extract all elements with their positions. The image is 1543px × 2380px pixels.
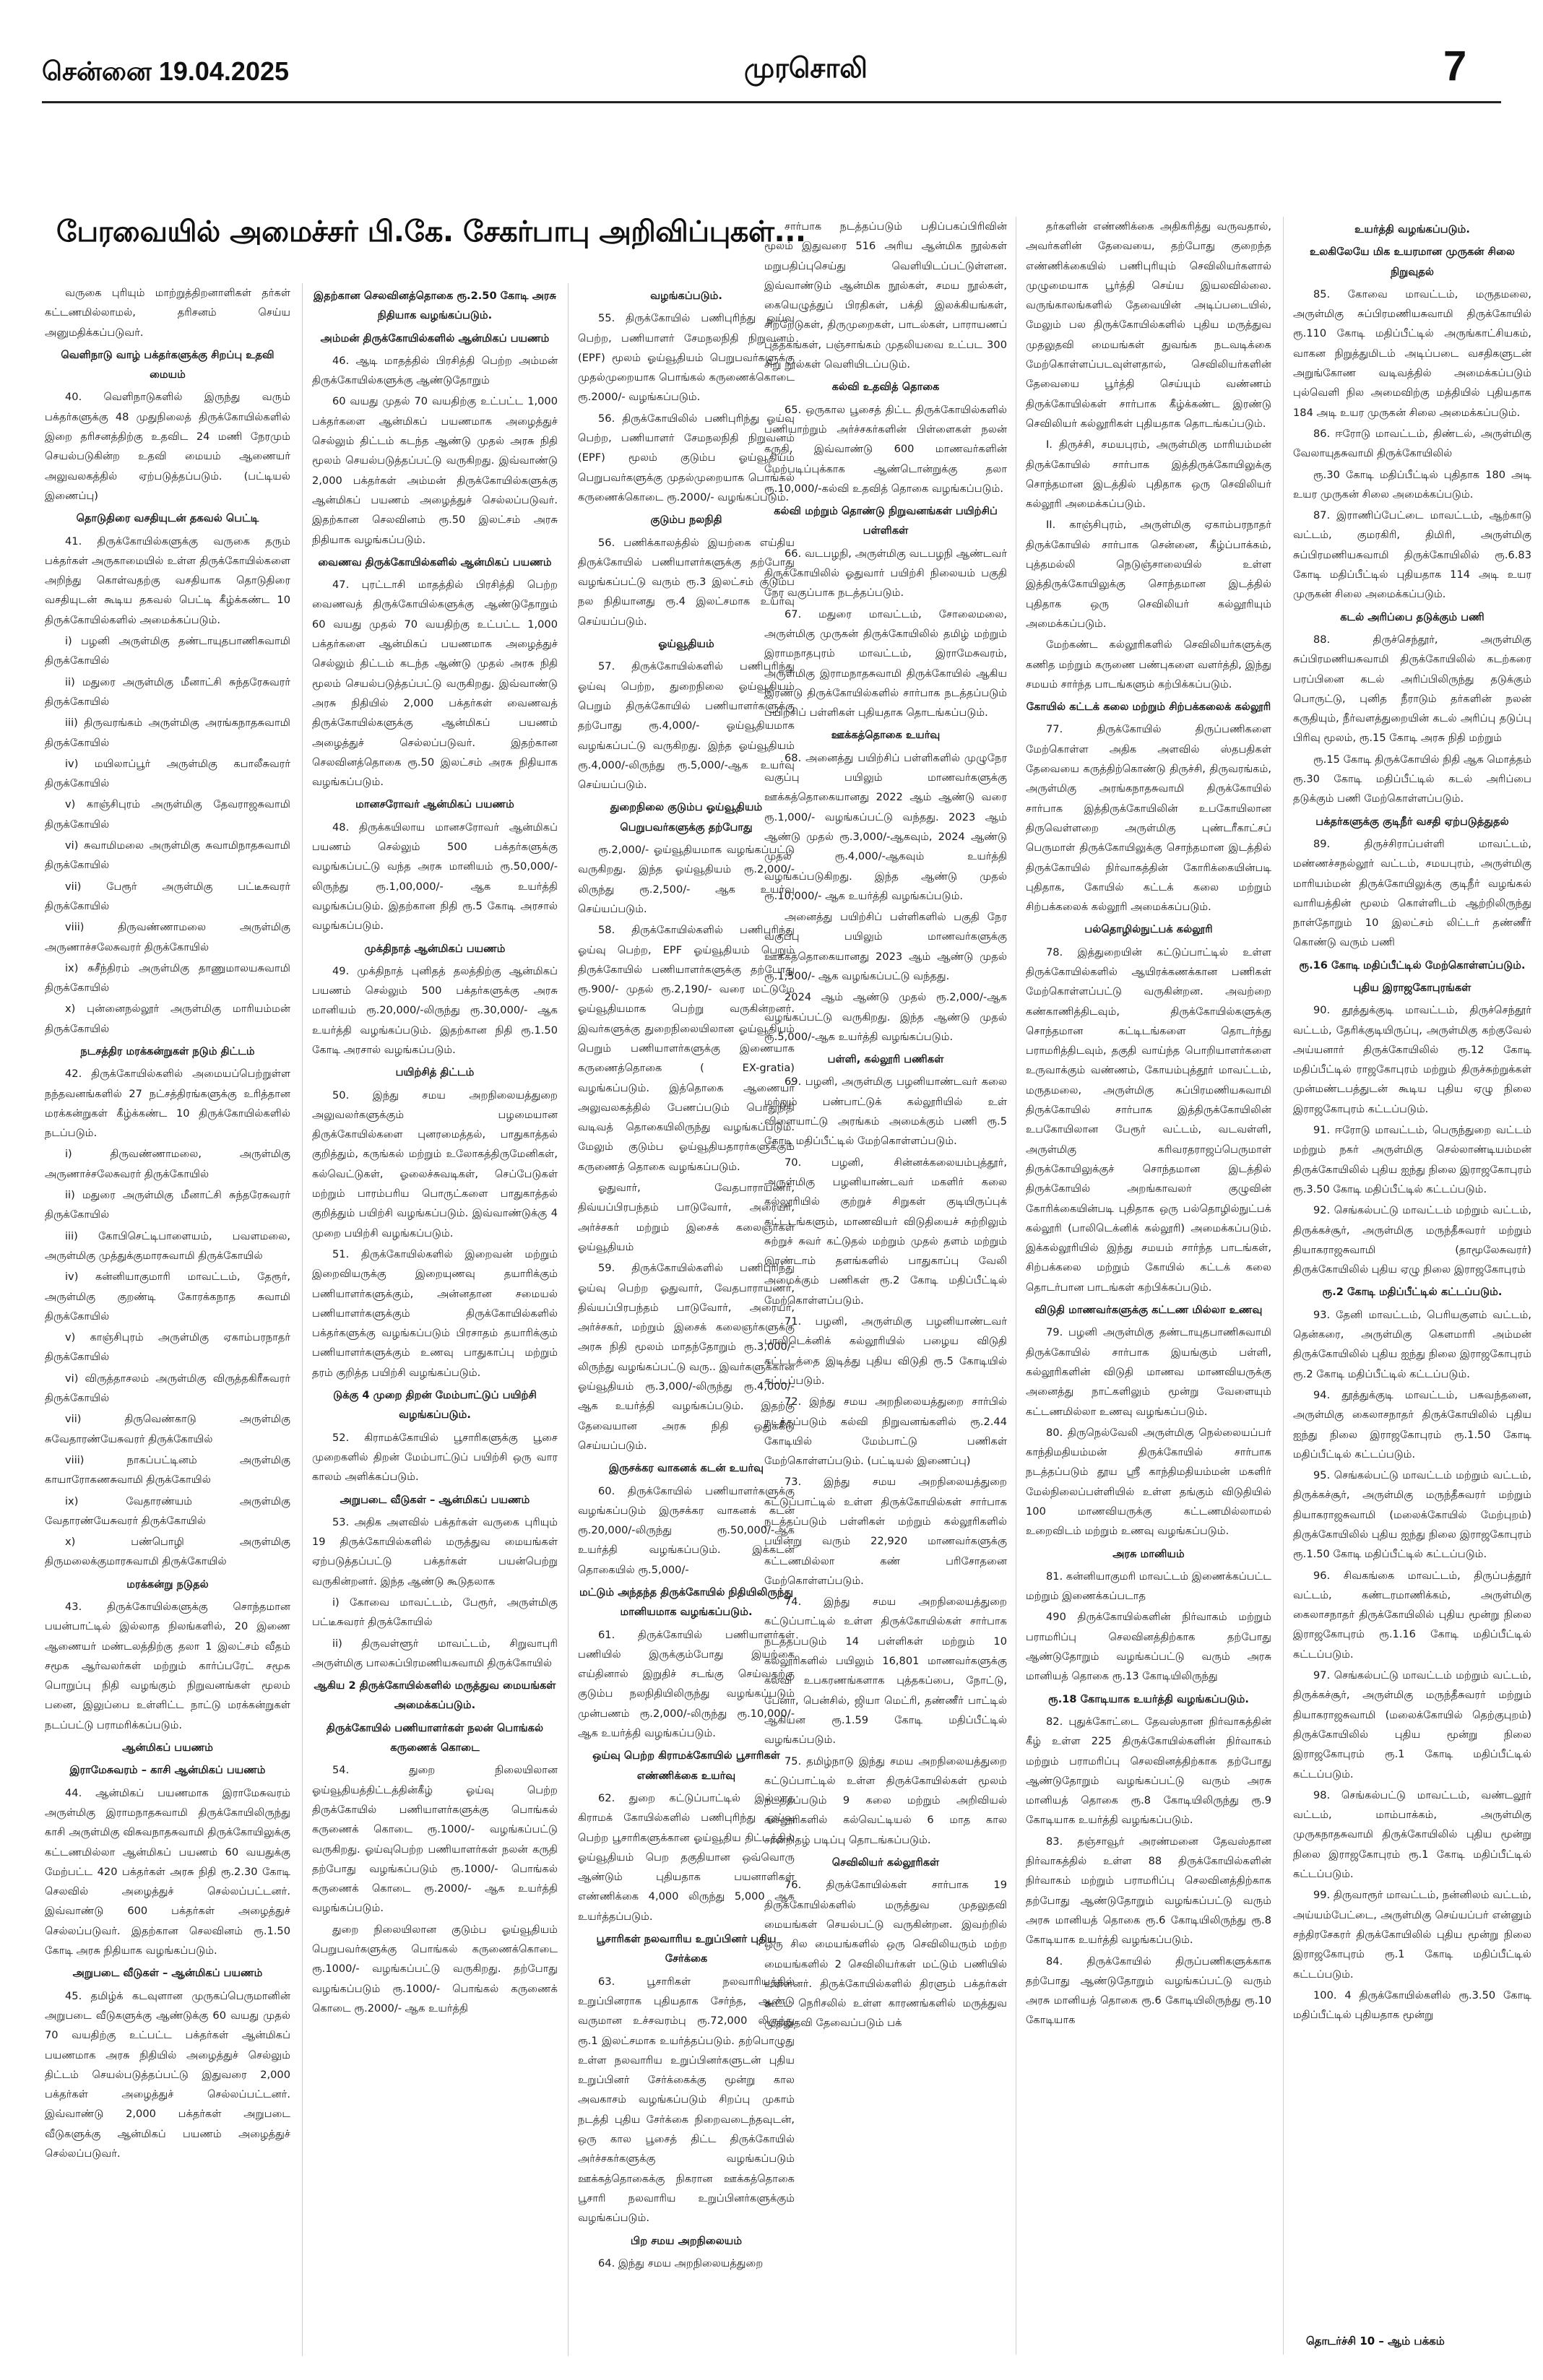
- article-paragraph: 69. பழனி, அருள்மிகு பழனியாண்டவர் கலை மற்றும் பண்பாட்டுக் கல்லூரியில் உள் விளையாட்டு அரங்கம் அமைக்கும் பணி ரூ.5 கோடி மதிப்பீட்டில் மேற்கொள்ளப்படும்.: [764, 1076, 1007, 1148]
- article-paragraph: II. காஞ்சிபுரம், அருள்மிகு ஏகாம்பரநாதர் திருக்கோயில் சார்பாக சென்னை, கீழ்ப்பாக்கம், புத்தமல்லி நெடுஞ்சாலையில் உள்ள இத்திருக்கோயிலுக்கு சொந்தமான இடத்தில் புதிதாக ஒரு செவிலியர் கல்லூரியும் அமைக்கப்படும்.: [1026, 519, 1271, 630]
- article-paragraph: ரூ.2 கோடி மதிப்பீட்டில் கட்டப்படும்.: [1322, 1286, 1503, 1299]
- article-paragraph: ஆன்மிகப் பயணம்: [122, 1741, 213, 1754]
- article-paragraph: x) பண்பொழி அருள்மிகு திருமலைக்குமாரசுவாமி திருக்கோயில்: [45, 1536, 290, 1568]
- article-paragraph: 80. திருநெல்வேலி அருள்மிகு நெல்லையப்பர் காந்திமதியம்மன் திருக்கோயில் சார்பாக நடத்தப்படும் தூய ஸ்ரீ காந்திமதியம்மன் மகளிர் மேல்நிலைப்பள்ளியில் உள்ள தங்கும் விடுதியில் 100 மாணவியருக்கு கட்டணமில்லாமல் உறைவிடம் மற்றும் உணவு வழங்கப்படும்.: [1026, 1426, 1271, 1538]
- article-paragraph: 63. பூசாரிகள் நலவாரியத்தில் உறுப்பினராக புதியதாக சேர்ந்த, ஆண்டு வருமான உச்சவரம்பு ரூ.72,000 லிருந்து ரூ.1 இலட்சமாக உயர்த்தப்படும். தற்பொழுது உள்ள நலவாரிய உறுப்பினர்களுடன் புதிய உறுப்பினர் சேர்க்கைக்கு மூன்று கால அவகாசம் வழங்கப்படும் சிறப்பு முகாம் நடத்தி புதிய சேர்க்கை நிறைவடைந்தவுடன், ஒரு கால பூசைத் திட்ட திருக்கோயில் அர்ச்சகர்களுக்கு வழங்கப்படும் ஊக்கத்தொகைக்கு நிகரான ஊக்கத்தொகை பூசாரி நலவாரிய உறுப்பினர்களுக்கும் வழங்கப்படும்.: [578, 1975, 795, 2225]
- article-paragraph: iv) கன்னியாகுமாரி மாவட்டம், தேரூர், அருள்மிகு குறண்டி கோரக்கநாத சுவாமி திருக்கோயில்: [45, 1271, 290, 1323]
- article-column-5: [1026, 217, 1271, 2362]
- article-paragraph: சார்பாக நடத்தப்படும் பதிப்பகப்பிரிவின் மூலம் இதுவரை 516 அரிய ஆன்மிக நூல்கள் மறுபதிப்புசெய்து வெளியிடப்பட்டுள்ளன. இவ்வாண்டும் ஆன்மிக நூல்கள், சமய நூல்கள், கையெழுத்துப் பிரதிகள், பக்தி இலக்கியங்கள், சிற்றேடுகள், திருமுறைகள், பாடல்கள், பாராயணப் புத்தகங்கள், பஞ்சாங்கம் முதலியவை உட்பட 300 சிறு நூல்கள் வெளியிடப்படும்.: [764, 220, 1007, 371]
- column-divider: [1283, 217, 1284, 2355]
- article-paragraph: 67. மதுரை மாவட்டம், சோலைமலை, அருள்மிகு முருகன் திருக்கோயிலில் தமிழ் மற்றும் இராமநாதபுரம் மாவட்டம், இராமேசுவரம், அருள்மிகு இராமநாதசுவாமி திருக்கோயில் ஆகிய இரண்டு திருக்கோயில்களில் சார்பாக நடத்தப்படும் பயிற்சிப் பள்ளிகள் புதியதாக தொடங்கப்படும்.: [764, 607, 1007, 719]
- article-paragraph: 2024 ஆம் ஆண்டு முதல் ரூ.2,000/-ஆக வழங்கப்பட்டு வருகிறது. இந்த ஆண்டு முதல் ரூ.5,000/-ஆக உயர்த்தி வழங்கப்படும்.: [764, 991, 1007, 1043]
- article-paragraph: 73. இந்து சமய அறநிலையத்துறை கட்டுப்பாட்டில் உள்ள திருக்கோயில்கள் சார்பாக நடத்தப்படும் பள்ளிகள் மற்றும் கல்லூரிகளில் பயின்று வரும் 22,920 மாணவர்களுக்கு கட்டணமில்லா கண் பரிசோதனை மேற்கொள்ளப்படும்.: [764, 1476, 1007, 1587]
- article-paragraph: 92. செங்கல்பட்டு மாவட்டம் மற்றும் வட்டம், திருக்கச்சூர், அருள்மிகு மருந்தீசுவரர் மற்றும் தியாகராஜசுவாமி (தாமூலேசுவரர்) திருக்கோயிலில் புதிய ஏழு நிலை இராஜகோபுரம்: [1293, 1204, 1531, 1276]
- article-paragraph: 43. திருக்கோயில்களுக்கு சொந்தமான பயன்பாட்டில் இல்லாத நிலங்களில், 20 இணை ஆணையர் மண்டலத்திற்கு தலா 1 இலட்சம் வீதம் சமூக ஆர்வலர்கள் மற்றும் கார்ப்பரேட் சமூக பொறுப்பு நிதி வழங்கும் நிறுவனங்கள் மூலம் பனை, இலுப்பை உள்ளிட்ட நாட்டு மரக்கன்றுகள் நடப்பட்டு பராமரிக்கப்படும்.: [45, 1601, 290, 1731]
- article-paragraph: துறை நிலையிலான குடும்ப ஓய்வூதியம் பெறுபவர்களுக்கு பொங்கல் கருணைக்கொடை ரூ.1000/- வழங்கப்பட்டு வருகிறது. தற்போது வழங்கப்படும் ரூ.1000/- பொங்கல் கருணைக் கொடை ரூ.2000/- ஆக உயர்த்தி: [312, 1923, 558, 2015]
- article-paragraph: 78. இத்துறையின் கட்டுப்பாட்டில் உள்ள திருக்கோயில்களில் ஆயிரக்கணக்கான பணிகள் மேற்கொள்ளப்பட்டு வருகின்றன. அவற்றை கண்காணித்திடவும், திருக்கோயில்களுக்கு சொந்தமான கட்டிடங்களை தொடர்ந்து பராமரித்திடவும், தகுதி வாய்ந்த பொறியாளர்களை உருவாக்கும் வண்ணம், கோயம்புத்தூர் மாவட்டம், மருதமலை, அருள்மிகு சுப்பிரமணியசுவாமி திருக்கோயில் சார்பாக இத்திருக்கோயிலின் உபகோயிலான பேரூர் வட்டம், வடவள்ளி, அருள்மிகு கரிவரதராஜப்பெருமாள் திருக்கோயிலுக்குச் சொந்தமான இடத்தில் திருக்கோயில் அறங்காவலர் குழுவின் கோரிக்கையின்படி புதிதாக ஒரு பல்தொழில்நுட்பக் கல்லூரி (பாலிடெக்னிக் கல்லூரி) அமைக்கப்படும். இக்கல்லூரியில் இந்து சமயம் சார்ந்த பாடங்கள், சிற்பக்கலை மற்றும் கோயில் கட்டக் கலை தொடர்பான பாடங்கள் கற்பிக்கப்படும்.: [1026, 945, 1271, 1294]
- article-paragraph: 56. பணிக்காலத்தில் இயற்கை எய்திய திருக்கோயில் பணியாளர்களுக்கு தற்போது வழங்கப்பட்டு வரும் ரூ.3 இலட்சம் குடும்ப நல நிதியானது ரூ.4 இலட்சமாக உயர்வு செய்யப்படும்.: [578, 536, 795, 628]
- article-paragraph: 93. தேனி மாவட்டம், பெரியகுளம் வட்டம், தென்கரை, அருள்மிகு கௌமாரி அம்மன் திருக்கோயிலில் புதிய ஐந்து நிலை இராஜகோபுரம் ரூ.2 கோடி மதிப்பீட்டில் கட்டப்படும்.: [1293, 1308, 1531, 1380]
- article-paragraph: 68. அனைத்து பயிற்சிப் பள்ளிகளில் முழுநேர வகுப்பு பயிலும் மாணவர்களுக்கு ஊக்கத்தொகையானது 2022 ஆம் ஆண்டு வரை ரூ.1,000/- வழங்கப்பட்டு வந்தது. 2023 ஆம் ஆண்டு முதல் ரூ.3,000/-ஆகவும், 2024 ஆண்டு முதல் ரூ.4,000/-ஆகவும் உயர்த்தி வழங்கப்படுகிறது. இந்த ஆண்டு முதல் ரூ.10,000/- ஆக உயர்த்தி வழங்கப்படும்.: [764, 751, 1007, 902]
- article-paragraph: v) காஞ்சிபுரம் அருள்மிகு ஏகாம்பரநாதர் திருக்கோயில்: [45, 1331, 290, 1364]
- article-paragraph: அரசு மானியம்: [1112, 1547, 1185, 1560]
- article-paragraph: தர்களின் எண்ணிக்கை அதிகரித்து வருவதால், அவர்களின் தேவையை, தற்போது குறைந்த எண்ணிக்கையில் பணிபுரியும் செவிலியர்களால் முழுமையாக பூர்த்தி செய்ய இயலவில்லை. வருங்காலங்களில் தேவையின் அடிப்படையில், மேலும் பல திருக்கோயில்களில் புதிய மருத்துவ முதலுதவி மையங்கள் துவங்க நடவடிக்கை மேற்கொள்ளப்படவுள்ளதால், செவிலியர்களின் தேவையை பூர்த்தி செய்யும் வண்ணம் திருக்கோயில்கள் சார்பாக கீழ்க்கண்ட இரண்டு செவிலியர் கல்லூரிகள் புதியதாக தொடங்கப்படும்.: [1026, 220, 1271, 430]
- article-paragraph: உயர்த்தி வழங்கப்படும்.: [1354, 223, 1470, 235]
- article-paragraph: 62. துறை கட்டுப்பாட்டில் இல்லாத கிராமக் கோயில்களில் பணிபுரிந்து ஓய்வு பெற்ற பூசாரிகளுக்கான ஓய்வூதிய திட்டத்தில் ஓய்வூதியம் பெற தகுதியான ஒவ்வொரு ஆண்டும் புதியதாக பயனாளிகள் எண்ணிக்கை 4,000 லிருந்து 5,000 ஆக உயர்த்தப்படும்.: [578, 1791, 795, 1923]
- article-paragraph: கோயில் கட்டக் கலை மற்றும் சிற்பக்கலைக் கல்லூரி: [1026, 701, 1271, 714]
- article-column-4: [764, 217, 1007, 2362]
- article-paragraph: இராமேசுவரம் – காசி ஆன்மிகப் பயணம்: [69, 1764, 266, 1777]
- article-paragraph: செவிலியர் கல்லூரிகள்: [831, 1856, 940, 1869]
- article-paragraph: x) புன்னைநல்லூர் அருள்மிகு மாரியம்மன் திருக்கோயில்: [45, 1003, 290, 1035]
- article-paragraph: 53. அதிக அளவில் பக்தர்கள் வருகை புரியும் 19 திருக்கோயில்களில் மருத்துவ மையங்கள் ஏற்படுத்தப்பட்டு பக்தர்கள் பயன்பெற்று வருகின்றனர். இந்த ஆண்டு கூடுதலாக: [312, 1515, 558, 1588]
- article-paragraph: முக்திநாத் ஆன்மிகப் பயணம்: [364, 942, 506, 955]
- continuation-note: தொடர்ச்சி 10 – ஆம் பக்கம்: [1306, 2334, 1445, 2347]
- article-paragraph: ix) வேதாரண்யம் அருள்மிகு வேதாரண்யேசுவரர் திருக்கோயில்: [45, 1494, 290, 1527]
- article-paragraph: வழங்கப்படும்.: [650, 290, 722, 302]
- article-paragraph: 49. முக்திநாத் புனிதத் தலத்திற்கு ஆன்மிகப் பயணம் செல்லும் 500 பக்தர்களுக்கு அரசு மானியம் ரூ.20,000/-லிருந்து ரூ.30,000/- ஆக உயர்த்தி வழங்கப்படும். இதற்கான நிதி ரூ.1.50 கோடி அரசால் வழங்கப்படும்.: [312, 964, 558, 1056]
- article-paragraph: 84. திருக்கோயில் திருப்பணிகளுக்காக தற்போது ஆண்டுதோறும் வழங்கப்பட்டு வரும் அரசு மானியத் தொகை ரூ.6 கோடியிலிருந்து ரூ.10 கோடியாக: [1026, 1955, 1271, 2027]
- article-paragraph: viii) நாகப்பட்டினம் அருள்மிகு காயாரோகணசுவாமி திருக்கோயில்: [45, 1453, 290, 1487]
- article-paragraph: தொடுதிரை வசதியுடன் தகவல் பெட்டி: [76, 512, 259, 525]
- article-paragraph: 82. புதுக்கோட்டை தேவஸ்தான நிர்வாகத்தின் கீழ் உள்ள 225 திருக்கோயில்களின் நிர்வாகம் மற்றும் பராமரிப்பு செலவினத்திற்காக தற்போது ஆண்டுதோறும் வழங்கப்பட்டு வரும் அரசு மானியத் தொகை ரூ.8 கோடியிலிருந்து ரூ.9 கோடியாக உயர்த்தி வழங்கப்படும்.: [1026, 1715, 1271, 1827]
- article-paragraph: ரூ.16 கோடி மதிப்பீட்டில் மேற்கொள்ளப்படும்.: [1299, 959, 1526, 972]
- article-paragraph: 54. துறை நிலையிலான ஓய்வூதியத்திட்டத்தின்கீழ் ஓய்வு பெற்ற திருக்கோயில் பணியாளர்களுக்கு பொங்கல் கருணைக் கொடை ரூ.1000/- வழங்கப்பட்டு வருகிறது. ஓய்வுபெற்ற பணியாளர்கள் நலன் கருதி தற்போது வழங்கப்படும் ரூ.1000/- பொங்கல் கருணைக் கொடை ரூ.2000/- ஆக உயர்த்தி வழங்கப்படும்.: [312, 1764, 558, 1915]
- article-paragraph: உலகிலேயே மிக உயரமான முருகன் சிலை நிறுவுதல்: [1309, 246, 1516, 278]
- article-paragraph: 48. திருக்கயிலாய மானசரோவர் ஆன்மிகப் பயணம் செல்லும் 500 பக்தர்களுக்கு வழங்கப்பட்டு வந்த அரசு மானியம் ரூ.50,000/-லிருந்து ரூ.1,00,000/- ஆக உயர்த்தி வழங்கப்படும். இதற்கான நிதி ரூ.5 கோடி அரசால் வழங்கப்படும்.: [312, 821, 558, 932]
- article-paragraph: அறுபடை வீடுகள் – ஆன்மிகப் பயணம்: [340, 1493, 530, 1506]
- article-paragraph: 94. தூத்துக்குடி மாவட்டம், பசுவந்தனை, அருள்மிகு கைலாசநாதர் திருக்கோயிலில் புதிய ஐந்து நிலை இராஜகோபுரம் ரூ.1.50 கோடி மதிப்பீட்டில் கட்டப்படும்.: [1293, 1388, 1531, 1461]
- article-paragraph: துறைநிலை குடும்ப ஓய்வூதியம் பெறுபவர்களுக்கு தற்போது: [610, 801, 763, 834]
- article-paragraph: ரூ.2,000/- ஓய்வூதியமாக வழங்கப்பட்டு வருகிறது. இந்த ஓய்வூதியம் ரூ.2,000/-லிருந்து ரூ.2,500/- ஆக உயர்வு செய்யப்படும்.: [578, 844, 795, 915]
- article-paragraph: 45. தமிழ்க் கடவுளான முருகப்பெருமானின் அறுபடை வீடுகளுக்கு ஆண்டுக்கு 60 வயது முதல் 70 வயதிற்கு உட்பட்ட பக்தர்கள் ஆன்மிகப் பயணமாக அரசு நிதியில் அழைத்துச் செல்லும் திட்டம் செயல்படுத்தப்பட்டு இதுவரை 2,000 பக்தர்கள் அழைத்துச் செல்லப்பட்டனர். இவ்வாண்டு 2,000 பக்தர்கள் அறுபடை வீடுகளுக்கு ஆன்மிகப் பயணம் அழைத்துச் செல்லப்படுவர்.: [45, 1989, 290, 2160]
- article-paragraph: ரூ.18 கோடியாக உயர்த்தி வழங்கப்படும்.: [1048, 1692, 1249, 1705]
- article-paragraph: 71. பழனி, அருள்மிகு பழனியாண்டவர் பாலிடெக்னிக் கல்லூரியில் பழைய விடுதி கட்டடத்தை இடித்து புதிய விடுதி ரூ.5 கோடியில் கட்டப்படும்.: [764, 1315, 1007, 1387]
- article-paragraph: பக்தர்களுக்கு குடிநீர் வசதி ஏற்படுத்துதல்: [1315, 815, 1509, 828]
- newspaper-name: முரசொலி: [744, 52, 868, 84]
- article-paragraph: 52. கிராமக்கோயில் பூசாரிகளுக்கு பூசை முறைகளில் திறன் மேம்பாட்டுப் பயிற்சி ஒரு வார காலம் அளிக்கப்படும்.: [312, 1431, 558, 1484]
- article-paragraph: 89. திருச்சிராப்பள்ளி மாவட்டம், மண்ணச்சநல்லூர் வட்டம், சமயபுரம், அருள்மிகு மாரியம்மன் திருக்கோயிலுக்கு குடிநீர் வழங்கல் வாரியத்தின் மூலம் கொள்ளிடம் ஆற்றிலிருந்து நாள்தோறும் 10 இலட்சம் லிட்டர் தண்ணீர் கொண்டு வரும் பணி: [1293, 837, 1531, 949]
- article-paragraph: 65. ஒருகால பூசைத் திட்ட திருக்கோயில்களில் பணியாற்றும் அர்ச்சகர்களின் பிள்ளைகள் நலன் கருதி, இவ்வாண்டு 600 மாணவர்களின் மேற்படிப்புக்காக ஆண்டொன்றுக்கு தலா ரூ.10,000/-கல்வி உதவித் தொகை வழங்கப்படும்.: [764, 403, 1007, 495]
- article-paragraph: திருக்கோயில் பணியாளர்கள் நலன் பொங்கல் கருணைக் கொடை: [326, 1721, 544, 1754]
- article-paragraph: 79. பழனி அருள்மிகு தண்டாயுதபாணிசுவாமி திருக்கோயில் சார்பாக இயங்கும் பள்ளி, கல்லூரிகளின் விடுதி மாணவ மாணவியருக்கு அனைத்து நாட்களிலும் மூன்று வேளையும் கட்டணமில்லா உணவு வழங்கப்படும்.: [1026, 1326, 1271, 1418]
- article-paragraph: 58. திருக்கோயில்களில் பணிபுரிந்து ஓய்வு பெற்ற, EPF ஓய்வூதியம் பெறும் திருக்கோயில் பணியாளர்களுக்கு தற்போது ரூ.900/- முதல் ரூ.2,190/- வரை மட்டுமே ஓய்வூதியமாக பெற்று வருகின்றனர். இவர்களுக்கு துறைநிலையிலான ஓய்வூதியம் பெறும் பணியாளர்களுக்கு இணையாக கருணைத்தொகை ( EX-gratia) வழங்கப்படும். இத்தொகை ஆணையர் அலுவலகத்தில் பேணப்படும் பொதுநிதி வடிவத் தொகையிலிருந்து வழங்கப்படும். மேலும் குடும்ப ஓய்வூதியதாரர்களுக்கும் கருணைத் தொகை வழங்கப்படும்.: [578, 924, 795, 1173]
- article-paragraph: i) கோவை மாவட்டம், பேரூர், அருள்மிகு பட்டீசுவரர் திருக்கோயில்: [312, 1596, 558, 1629]
- article-paragraph: 55. திருக்கோயில் பணிபுரிந்து ஓய்வு பெற்ற, பணியாளர் சேமநலநிதி நிறுவனம் (EPF) மூலம் ஓய்வூதியம் பெறுபவர்களுக்கு முதல்முறையாக பொங்கல் கருணைக்கொடை ரூ.2000/- வழங்கப்படும்.: [578, 312, 795, 404]
- article-paragraph: வெளிநாடு வாழ் பக்தர்களுக்கு சிறப்பு உதவி மையம்: [61, 348, 275, 381]
- article-paragraph: i) திருவண்ணாமலை, அருள்மிகு அருணாச்சலேசுவரர் திருக்கோயில்: [45, 1148, 290, 1180]
- article-paragraph: அம்மன் திருக்கோயில்களில் ஆன்மிகப் பயணம்: [320, 332, 550, 345]
- article-paragraph: iv) மயிலாப்பூர் அருள்மிகு கபாலீசுவரர் திருக்கோயில்: [45, 757, 290, 790]
- article-paragraph: மானசரோவர் ஆன்மிகப் பயணம்: [355, 798, 514, 811]
- article-paragraph: 86. ஈரோடு மாவட்டம், திண்டல், அருள்மிகு வேலாயுதசுவாமி திருக்கோயிலில்: [1293, 427, 1531, 460]
- article-paragraph: 83. தஞ்சாவூர் அரண்மனை தேவஸ்தான நிர்வாகத்தில் உள்ள 88 திருக்கோயில்களின் நிர்வாகம் மற்றும் பராமரிப்பு செலவினத்திற்காக தற்போது ஆண்டுதோறும் வழங்கப்பட்டு வரும் அரசு மானியத் தொகை ரூ.6 கோடியிலிருந்து ரூ.8 கோடியாக உயர்த்தி வழங்கப்படும்.: [1026, 1835, 1271, 1947]
- article-paragraph: 46. ஆடி மாதத்தில் பிரசித்தி பெற்ற அம்மன் திருக்கோயில்களுக்கு ஆண்டுதோறும்: [312, 354, 558, 387]
- article-paragraph: கல்வி உதவித் தொகை: [831, 381, 940, 394]
- article-paragraph: விடுதி மாணவர்களுக்கு கட்டண மில்லா உணவு: [1034, 1304, 1263, 1317]
- article-column-6: [1293, 217, 1531, 2326]
- article-paragraph: ஓதுவார், வேதபாராயணர், திவ்யப்பிரபந்தம் பாடுவோர், அரையர், அர்ச்சகர் மற்றும் இசைக் கலைஞர்கள் ஓய்வூதியம்: [578, 1182, 795, 1253]
- article-paragraph: இருசக்கர வாகனக் கடன் உயர்வு: [608, 1462, 764, 1475]
- article-paragraph: i) பழனி அருள்மிகு தண்டாயுதபாணிசுவாமி திருக்கோயில்: [45, 635, 290, 667]
- article-paragraph: 59. திருக்கோயில்களில் பணிபுரிந்து ஓய்வு பெற்ற ஓதுவார், வேதபாராயணர், திவ்யப்பிரபந்தம் பாடுவோர், அரையர், அர்ச்சகர், மற்றும் இசைக் கலைஞர்களுக்கு அரசு நிதி மூலம் மாதந்தோறும் ரூ.3,000/-லிருந்து வழங்கப்பட்டு வரு.. இவர்களுக்கான ஓய்வூதியம் ரூ.3,000/-லிருந்து ரூ.4,000/-ஆக உயர்த்தி வழங்கப்படும். இதற்கு தேவையான அரசு நிதி ஒதுக்கீடு செய்யப்படும்.: [578, 1262, 795, 1452]
- article-paragraph: vii) பேரூர் அருள்மிகு பட்டீசுவரர் திருக்கோயில்: [45, 880, 290, 912]
- article-paragraph: 76. திருக்கோயில்கள் சார்பாக 19 திருக்கோயில்களில் மருத்துவ முதலுதவி மையங்கள் செயல்பட்டு வருகின்றன. இவற்றில் ஒரு சில மையங்களில் ஒரு செவிலியரும் மற்ற மையங்களில் 2 செவிலியர்கள் மட்டும் பணியில் உள்ளனர். திருக்கோயில்களில் திரளும் பக்தர்கள் கூட்ட நெரிசலில் உள்ள காரணங்களில் மருத்துவ முதலுதவி தேவைப்படும் பக்: [764, 1879, 1007, 2030]
- article-paragraph: v) காஞ்சிபுரம் அருள்மிகு தேவராஜசுவாமி திருக்கோயில்: [45, 798, 290, 831]
- article-paragraph: கடல் அரிப்பை தடுக்கும் பணி: [1340, 610, 1484, 623]
- article-paragraph: vii) திருவெண்காடு அருள்மிகு சுவேதாரண்யேசுவரர் திருக்கோயில்: [45, 1413, 290, 1445]
- article-paragraph: 40. வெளிநாடுகளில் இருந்து வரும் பக்தர்களுக்கு 48 முதுநிலைத் திருக்கோயில்களில் இறை தரிசனத்திற்கு உதவிட 24 மணி நேரமும் செயல்படுகின்ற உதவி மையம் ஆணையர் அலுவலகத்தில் ஏற்படுத்தப்படும். (பட்டியல் இணைப்பு): [45, 391, 290, 502]
- article-paragraph: அறுபடை வீடுகள் – ஆன்மிகப் பயணம்: [72, 1967, 263, 1980]
- column-divider: [568, 283, 569, 2356]
- article-paragraph: I. திருச்சி, சமயபுரம், அருள்மிகு மாரியம்மன் திருக்கோயில் சார்பாக இத்திருக்கோயிலுக்கு சொந்தமான இடத்தில் புதிதாக ஒரு செவிலியர் கல்லூரி அமைக்கப்படும்.: [1026, 438, 1271, 511]
- article-paragraph: 56. திருக்கோயிலில் பணிபுரிந்து ஓய்வு பெற்ற, பணியாளர் சேமநலநிதி நிறுவனம் (EPF) மூலம் குடும்ப ஓய்வூதியம் பெறுபவர்களுக்கு முதல்முறையாக பொங்கல் கருணைக்கொடை ரூ.2000/- வழங்கப்படும்.: [578, 412, 795, 503]
- article-paragraph: ii) மதுரை அருள்மிகு மீனாட்சி சுந்தரேசுவரர் திருக்கோயில்: [45, 1189, 290, 1221]
- article-paragraph: டுக்கு 4 முறை திறன் மேம்பாட்டுப் பயிற்சி வழங்கப்படும்.: [333, 1389, 537, 1421]
- article-column-3: [578, 283, 795, 2363]
- article-paragraph: புதிய இராஜகோபுரங்கள்: [1353, 981, 1471, 994]
- article-paragraph: 87. இராணிப்பேட்டை மாவட்டம், ஆற்காடு வட்டம், குமரகிரி, திமிரி, அருள்மிகு சுப்பிரமணியசுவாமி திருக்கோயிலில் ரூ.6.83 கோடி மதிப்பீட்டில் புதியதாக 114 அடி உயர முருகன் சிலை அமைக்கப்படும்.: [1293, 509, 1531, 601]
- article-paragraph: 81. கன்னியாகுமரி மாவட்டம் இணைக்கப்பட்ட மற்றும் இணைக்கப்படாத: [1026, 1570, 1271, 1603]
- column-divider: [302, 283, 303, 2356]
- article-paragraph: பள்ளி, கல்லூரி பணிகள்: [827, 1053, 944, 1066]
- article-paragraph: 90. தூத்துக்குடி மாவட்டம், திருச்செந்தூர் வட்டம், தேரிக்குடியிருப்பு, அருள்மிகு கற்குவேல் அய்யனார் திருக்கோயிலில் ரூ.12 கோடி மதிப்பீட்டில் ராஜகோபுரம் மற்றும் திருச்சுற்றுக்கள் முன்மண்டபத்துடன் கூடிய புதிய ஏழு நிலை இராஜகோபுரம் கட்டப்படும்.: [1293, 1004, 1531, 1115]
- edition-date: சென்னை 19.04.2025: [42, 56, 290, 86]
- page-number: 7: [1443, 43, 1467, 90]
- article-paragraph: vi) சுவாமிமலை அருள்மிகு சுவாமிநாதசுவாமி திருக்கோயில்: [45, 839, 290, 872]
- article-paragraph: பயிற்சித் திட்டம்: [395, 1066, 475, 1079]
- article-paragraph: 98. செங்கல்பட்டு மாவட்டம், வண்டலூர் வட்டம், மாம்பாக்கம், அருள்மிகு முருகநாதசுவாமி திருக்கோயிலில் புதிய மூன்று நிலை இராஜகோபுரம் ரூ.1 கோடி மதிப்பீட்டில் கட்டப்படும்.: [1293, 1788, 1531, 1881]
- article-paragraph: 99. திருவாரூர் மாவட்டம், நன்னிலம் வட்டம், அய்யம்பேட்டை, அருள்மிகு செய்யப்பர் என்னும் சந்திரசேகரர் திருக்கோயிலில் புதிய மூன்று நிலை இராஜகோபுரம் ரூ.1 கோடி மதிப்பீட்டில் கட்டப்படும்.: [1293, 1889, 1531, 1981]
- article-paragraph: ரூ.15 கோடி திருக்கோயில் நிதி ஆக மொத்தம் ரூ.30 கோடி மதிப்பீட்டில் கடல் அரிப்பை தடுக்கும் பணி மேற்கொள்ளப்படும்.: [1293, 753, 1531, 805]
- article-paragraph: 100. 4 திருக்கோயில்களில் ரூ.3.50 கோடி மதிப்பீட்டில் புதியதாக மூன்று: [1293, 1989, 1531, 2022]
- article-paragraph: மரக்கன்று நடுதல்: [126, 1578, 209, 1591]
- article-paragraph: 66. வடபழநி, அருள்மிகு வடபழநி ஆண்டவர் திருக்கோயிலில் ஓதுவார் பயிற்சி நிலையம் பகுதி நேர வகுப்பாக நடத்தப்படும்.: [764, 547, 1007, 600]
- article-paragraph: 61. திருக்கோயில் பணியாளர்கள் பணியில் இருக்கும்போது இயற்கை எய்தினால் இறுதிச் சடங்கு செய்வதற்கு குடும்ப நலநிதியிலிருந்து வழங்கப்படும் முன்பணம் ரூ.2,000/-லிருந்து ரூ.10,000/-ஆக உயர்த்தி வழங்கப்படும்.: [578, 1628, 795, 1740]
- article-paragraph: vi) விருத்தாசலம் அருள்மிகு விருத்தகிரீசுவரர் திருக்கோயில்: [45, 1372, 290, 1405]
- article-paragraph: 41. திருக்கோயில்களுக்கு வருகை தரும் பக்தர்கள் அருகாமையில் உள்ள திருக்கோயில்களை அறிந்து கொள்வதற்கு வசதியாக தொடுதிரை வசதியுடன் கூடிய தகவல் பெட்டி கீழ்க்கண்ட 10 திருக்கோயில்களில் அமைக்கப்படும்.: [45, 535, 290, 626]
- article-paragraph: நடசத்திர மரக்கன்றுகள் நடும் திட்டம்: [80, 1044, 255, 1057]
- article-paragraph: 60 வயது முதல் 70 வயதிற்கு உட்பட்ட 1,000 பக்தர்களை ஆன்மிகப் பயணமாக அழைத்துச் செல்லும் திட்டம் கடந்த ஆண்டு முதல் அரசு நிதி மூலம் செயல்படுத்தப்பட்டு வருகிறது. இவ்வாண்டு 2,000 பக்தர்கள் அம்மன் திருக்கோயில்களுக்கு ஆன்மிகப் பயணம் அழைத்துச் செல்லப்படுவர். இதற்கான செலவினம் ரூ.50 இலட்சம் அரசு நிதியாக வழங்கப்படும்.: [312, 395, 558, 546]
- article-paragraph: மேற்கண்ட கல்லூரிகளில் செவிலியர்களுக்கு கணித மற்றும் கருணை பண்புகளை வளர்த்தி, இந்து சமயம் சார்ந்த பாடங்களும் கற்பிக்கப்படும்.: [1026, 639, 1271, 691]
- article-paragraph: 91. ஈரோடு மாவட்டம், பெருந்துறை வட்டம் மற்றும் நகர் அருள்மிகு செல்லாண்டியம்மன் திருக்கோயிலில் புதிய ஐந்து நிலை இராஜகோபுரம் ரூ.3.50 கோடி மதிப்பீட்டில் கட்டப்படும்.: [1293, 1124, 1531, 1195]
- article-paragraph: 74. இந்து சமய அறநிலையத்துறை கட்டுப்பாட்டில் உள்ள திருக்கோயில்கள் சார்பாக நடத்தப்படும் 14 பள்ளிகள் மற்றும் 10 கல்லூரிகளில் பயிலும் 16,801 மாணவர்களுக்கு கல்வி உபகரணங்களாக புத்தகப்பை, நோட்டு, பேனா, பென்சில், ஜியா மெட்ரி, தண்ணீர் பாட்டில் ஆகியன ரூ.1.59 கோடி மதிப்பீட்டில் வழங்கப்படும்.: [764, 1596, 1007, 1747]
- article-paragraph: 44. ஆன்மிகப் பயணமாக இராமேசுவரம் அருள்மிகு இராமநாதசுவாமி திருக்கோயிலிருந்து காசி அருள்மிகு விசுவநாதசுவாமி திருக்கோயிலுக்கு கட்டணமில்லா ஆன்மிகப் பயணம் 60 வயதுக்கு மேற்பட்ட 420 பக்தர்கள் அரசு நிதி ரூ.2.30 கோடி செலவில் அழைத்துச் செல்லப்பட்டனர். இவ்வாண்டு 600 பக்தர்கள் அழைத்துச் செல்லப்படுவர். இதற்கான செலவினம் ரூ.1.50 கோடி அரசு நிதியாக வழங்கப்படும்.: [45, 1786, 290, 1957]
- article-paragraph: ii) திருவள்ளூர் மாவட்டம், சிறுவாபுரி அருள்மிகு பாலசுப்பிரமணியசுவாமி திருக்கோயில்: [312, 1637, 558, 1669]
- article-paragraph: ix) சுசீந்திரம் அருள்மிகு தாணுமாலயசுவாமி திருக்கோயில்: [45, 961, 290, 995]
- article-paragraph: பல்தொழில்நுட்பக் கல்லூரி: [1084, 923, 1213, 936]
- article-column-2: [312, 283, 558, 2363]
- article-paragraph: 96. சிவகங்கை மாவட்டம், திருப்பத்தூர் வட்டம், கண்டரமாணிக்கம், அருள்மிகு கைலாசநாதர் திருக்கோயிலில் புதிய மூன்று நிலை இராஜகோபுரம் ரூ.1.16 கோடி மதிப்பீட்டில் கட்டப்படும்.: [1293, 1569, 1531, 1661]
- article-column-1: [45, 283, 290, 2363]
- article-headline: பேரவையில் அமைச்சர் பி.கே. சேகர்பாபு அறிவிப்புகள்...: [56, 215, 806, 248]
- article-paragraph: 47. புரட்டாசி மாதத்தில் பிரசித்தி பெற்ற வைணவத் திருக்கோயில்களுக்கு ஆண்டுதோறும் 60 வயது முதல் 70 வயதிற்கு உட்பட்ட 1,000 பக்தர்களை ஆன்மிகப் பயணமாக அழைத்துச் செல்லும் திட்டம் கடந்த ஆண்டு முதல் அரசு நிதி மூலம் செயல்படுத்தப்பட்டு வருகிறது. இவ்வாண்டு அரசு நிதியில் 2,000 பக்தர்கள் வைணவத் திருக்கோயில்களுக்கு ஆன்மிகப் பயணம் அழைத்துச் செல்லப்படுவர். இதற்கான செலவினத்தொகை ரூ.50 இலட்சம் அரசு நிதியாக வழங்கப்படும்.: [312, 579, 558, 789]
- article-paragraph: 88. திருச்செந்தூர், அருள்மிகு சுப்பிரமணியசுவாமி திருக்கோயிலில் கடற்கரை பரப்பினை கடல் அரிப்பிலிருந்து தடுக்கும் பொருட்டு, புனித நீராடும் தர்களின் நலன் கருதியும், நீர்வளத்துறையின் கடல் அரிப்பு தடுப்பு பிரிவு மூலம், ரூ.15 கோடி அரசு நிதி மற்றும்: [1293, 633, 1531, 745]
- article-paragraph: இதற்கான செலவினத்தொகை ரூ.2.50 கோடி அரசு நிதியாக வழங்கப்படும்.: [314, 290, 556, 322]
- article-paragraph: 64. இந்து சமய அறநிலையத்துறை: [598, 2256, 764, 2269]
- article-paragraph: 75. தமிழ்நாடு இந்து சமய அறநிலையத்துறை கட்டுப்பாட்டில் உள்ள திருக்கோயில்கள் மூலம் நடத்தப்படும் 9 கலை மற்றும் அறிவியல் கல்லூரிகளில் கல்வெட்டியல் 6 மாத கால சான்றிதழ் படிப்பு தொடங்கப்படும்.: [764, 1754, 1007, 1846]
- article-paragraph: 70. பழனி, சின்னக்கலையம்புத்தூர், அருள்மிகு பழனியாண்டவர் மகளிர் கலை கல்லூரியில் குற்றுச் சிறுகள் குடியிருப்புக் கட்டடங்களும், மாணவியர் விடுதியைச் சுற்றிலும் சுற்றுச் சுவர் கட்டுதல் மற்றும் முதல் தளம் மற்றும் இரண்டாம் தளங்களில் பாதுகாப்பு வேலி அமைக்கும் பணிகள் ரூ.2 கோடி மதிப்பீட்டில் மேற்கொள்ளப்படும்.: [764, 1156, 1007, 1307]
- article-paragraph: 77. திருக்கோயில் திருப்பணிகளை மேற்கொள்ள அதிக அளவில் ஸ்தபதிகள் தேவையை கருத்திற்கொண்டு திருச்சி, திருவரங்கம், அருள்மிகு அரங்கநாதசுவாமி திருக்கோயில் சார்பாக இத்திருக்கோயிலின் உபகோயிலான திருவெள்ளறை அருள்மிகு புண்டரீகாட்சப் பெருமாள் திருக்கோயிலுக்கு சொந்தமான இடத்தில் திருக்கோயில் நிர்வாகத்தின் கோரிக்கையின்படி புதிதாக, கோயில் கட்டக் கலை மற்றும் சிற்பக்கலைக் கல்லூரி அமைக்கப்படும்.: [1026, 723, 1271, 914]
- article-paragraph: ஊக்கத்தொகை உயர்வு: [831, 729, 941, 742]
- article-paragraph: 95. செங்கல்பட்டு மாவட்டம் மற்றும் வட்டம், திருக்கச்சூர், அருள்மிகு மருந்தீசுவரர் மற்றும் தியாகராஜசுவாமி (மலைக்கோயில் மேற்புறம்) திருக்கோயிலில் புதிய ஐந்து நிலை இராஜகோபுரம் ரூ.1.50 கோடி மதிப்பீட்டில் கட்டப்படும்.: [1293, 1469, 1531, 1561]
- article-paragraph: 97. செங்கல்பட்டு மாவட்டம் மற்றும் வட்டம், திருக்கச்சூர், அருள்மிகு மருந்தீசுவரர் மற்றும் தியாகராஜசுவாமி (மலைக்கோயில் தெற்குபுறம்) திருக்கோயிலில் புதிய மூன்று நிலை இராஜகோபுரம் ரூ.1 கோடி மதிப்பீட்டில் கட்டப்படும்.: [1293, 1669, 1531, 1780]
- article-paragraph: ii) மதுரை அருள்மிகு மீனாட்சி சுந்தரேசுவரர் திருக்கோயில்: [45, 675, 290, 708]
- article-paragraph: பிற சமய அறநிலையம்: [630, 2234, 743, 2247]
- article-paragraph: 85. கோவை மாவட்டம், மருதமலை, அருள்மிகு சுப்பிரமணியசுவாமி திருக்கோயில் ரூ.110 கோடி மதிப்பீட்டில் அருங்காட்சியகம், வாகன நிறுத்துமிடம் அடிப்படை வசதிகளுடன் அறுங்கோண வடிவத்தில் அமைக்கப்படும் புல்வெளி நில அமைவிற்கு மத்தியில் புதியதாக 184 அடி உயர முருகன் சிலை அமைக்கப்படும்.: [1293, 287, 1531, 419]
- header-rule: [42, 101, 1501, 103]
- article-paragraph: iii) திருவரங்கம் அருள்மிகு அரங்கநாதசுவாமி திருக்கோயில்: [45, 717, 290, 749]
- article-paragraph: 490 திருக்கோயில்களின் நிர்வாகம் மற்றும் பராமரிப்பு செலவினத்திற்காக தற்போது ஆண்டுதோறும் வழங்கப்பட்டு வரும் அரசு மானியத் தொகை ரூ.13 கோடியிலிருந்து: [1026, 1611, 1271, 1683]
- article-paragraph: 42. திருக்கோயில்களில் அமையப்பெற்றுள்ள நந்தவனங்களில் 27 நட்சத்திரங்களுக்கு உரித்தான மரக்கன்றுகள் கீழ்க்கண்ட 10 திருக்கோயில்களில் நடப்படும்.: [45, 1068, 290, 1140]
- article-paragraph: குடும்ப நலநிதி: [650, 514, 722, 527]
- article-paragraph: 60. திருக்கோயில் பணியாளர்களுக்கு வழங்கப்படும் இருசக்கர வாகனக் கடன் ரூ.20,000/-லிருந்து ரூ.50,000/-ஆக உயர்த்தி வழங்கப்படும். இக்கடன் தொகையில் ரூ.5,000/-: [578, 1484, 795, 1576]
- article-paragraph: கல்வி மற்றும் தொண்டு நிறுவனங்கள் பயிற்சிப் பள்ளிகள்: [774, 505, 998, 537]
- article-paragraph: 50. இந்து சமய அறநிலையத்துறை அலுவலர்களுக்கும் பழமையான திருக்கோயில்களை புனரமைத்தல், பாதுகாத்தல் குறித்தும், கருங்கல் மற்றும் உலோகத்திருமேனிகள், கல்வெட்டுகள், ஓலைச்சுவடிகள், செப்பேடுகள் மற்றும் பாரம்பரிய பொருட்களை பாதுகாத்தல் குறித்தும் பயிற்சி வழங்கப்படும். இவ்வாண்டுக்கு 4 முறை பயிற்சி வழங்கப்படும்.: [312, 1089, 558, 1239]
- article-paragraph: வருகை புரியும் மாற்றுத்திறனாளிகள் தர்கள் கட்டணமில்லாமல், தரிசனம் செய்ய அனுமதிக்கப்படுவர்.: [45, 287, 290, 339]
- article-paragraph: ஓய்வூதியம்: [658, 638, 714, 651]
- article-paragraph: 57. திருக்கோயில்களில் பணிபுரிந்து ஓய்வு பெற்ற, துறைநிலை ஓய்வூதியம் பெறும் திருக்கோயில் பணியாளர்களுக்கு தற்போது ரூ.4,000/- ஓய்வூதியமாக வழங்கப்பட்டு வருகிறது. இந்த ஓய்வூதியம் ரூ.4,000/-லிருந்து ரூ.5,000/-ஆக உயர்வு செய்யப்படும்.: [578, 660, 795, 792]
- article-paragraph: 72. இந்து சமய அறநிலையத்துறை சார்பில் நடத்தப்படும் கல்வி நிறுவனங்களில் ரூ.2.44 கோடியில் மேம்பாட்டு பணிகள் மேற்கொள்ளப்படும். (பட்டியல் இணைப்பு): [764, 1395, 1007, 1468]
- article-paragraph: ரூ.30 கோடி மதிப்பீட்டில் புதிதாக 180 அடி உயர முருகன் சிலை அமைக்கப்படும்.: [1293, 468, 1531, 501]
- article-paragraph: ஆகிய 2 திருக்கோயில்களில் மருத்துவ மையங்கள் அமைக்கப்படும்.: [314, 1679, 556, 1712]
- article-paragraph: பூசாரிகள் நலவாரிய உறுப்பினர் புதிய சேர்க்கை: [596, 1933, 777, 1965]
- article-paragraph: வைணவ திருக்கோயில்களில் ஆன்மிகப் பயணம்: [318, 555, 552, 568]
- article-paragraph: 51. திருக்கோயில்களில் இறைவன் மற்றும் இறைவியருக்கு இறையுணவு தயாரிக்கும் பணியாளர்களுக்கும், அன்னதான சமையல் பணியாளர்களுக்கும் திருக்கோயில்களில் பக்தர்களுக்கு வழங்கப்படும் பிரசாதம் தயாரிக்கும் பணியாளர்களுக்கும் உணவு பாதுகாப்பு மற்றும் தரம் குறித்த பயிற்சி வழங்கப்படும்.: [312, 1247, 558, 1379]
- article-paragraph: iii) கோபிசெட்டிபாளையம், பவளமலை, அருள்மிகு முத்துக்குமாரசுவாமி திருக்கோயில்: [45, 1229, 290, 1262]
- article-paragraph: viii) திருவண்ணாமலை அருள்மிகு அருணாச்சலேசுவரர் திருக்கோயில்: [45, 921, 290, 953]
- article-paragraph: மட்டும் அந்தந்த திருக்கோயில் நிதியிலிருந்து மானியமாக வழங்கப்படும்.: [579, 1586, 793, 1619]
- article-paragraph: ஒய்வு பெற்ற கிராமக்கோயில் பூசாரிகள் எண்ணிக்கை உயர்வு: [592, 1749, 780, 1782]
- article-paragraph: அனைத்து பயிற்சிப் பள்ளிகளில் பகுதி நேர வகுப்பு பயிலும் மாணவர்களுக்கு ஊக்கத்தொகையானது 2023 ஆம் ஆண்டு முதல் ரூ.1,500/- ஆக வழங்கப்பட்டு வந்தது.: [764, 911, 1007, 982]
